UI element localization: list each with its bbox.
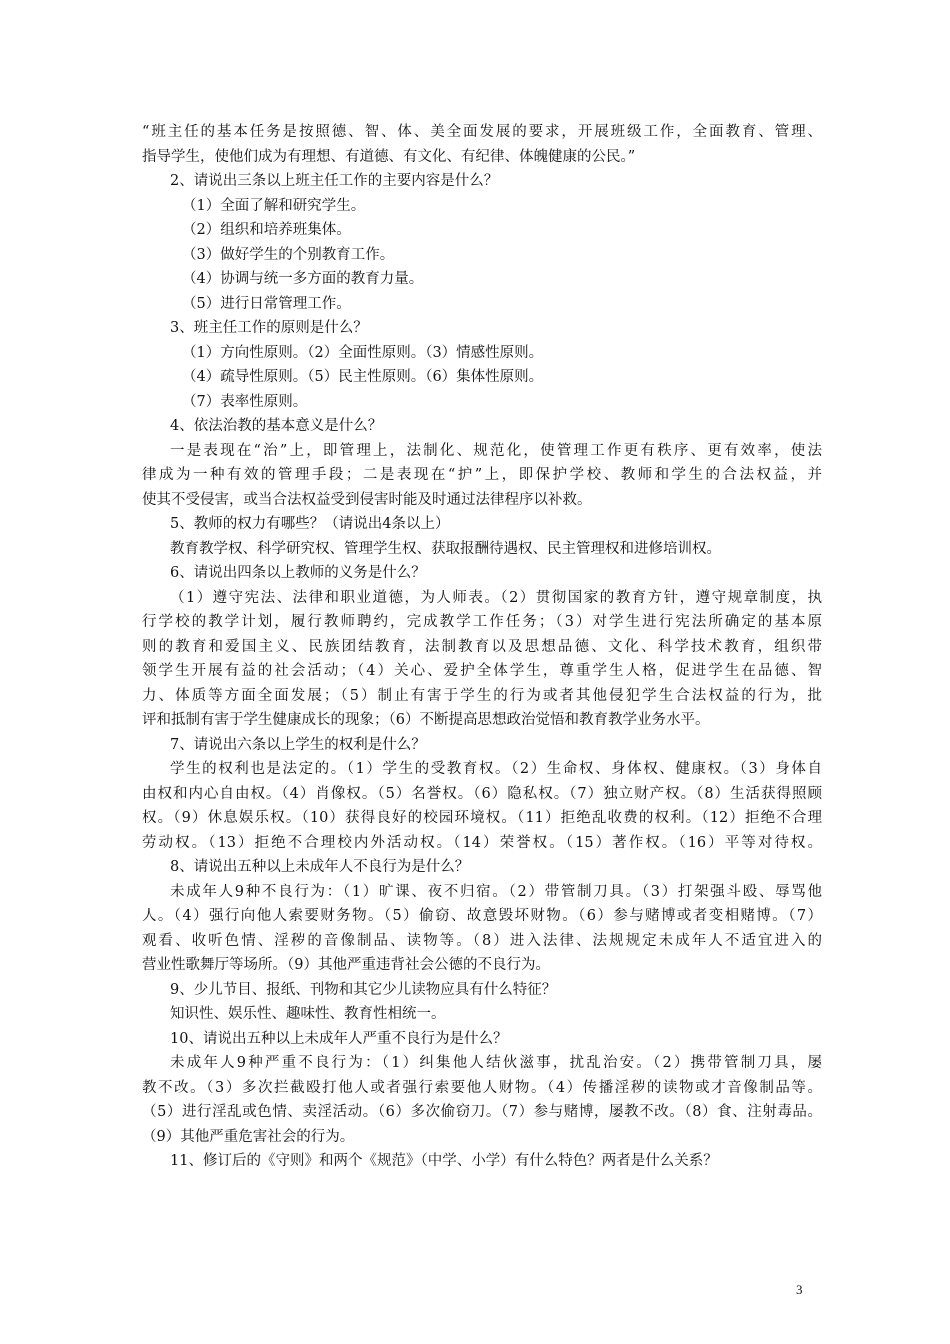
text-line: （3）做好学生的个别教育工作。 bbox=[182, 246, 395, 263]
text-line: （5）进行日常管理工作。 bbox=[182, 295, 351, 312]
text-line: 营业性歌舞厅等场所。（9）其他严重违背社会公德的不良行为。 bbox=[142, 957, 550, 973]
text-line: （1）全面了解和研究学生。 bbox=[182, 197, 366, 214]
text-line: （4）疏导性原则。（5）民主性原则。（6）集体性原则。 bbox=[182, 369, 544, 385]
text-line: 行学校的教学计划，履行教师聘约，完成教学工作任务；（3）对学生进行宪法所确定的基本原 bbox=[142, 614, 822, 630]
text-line: 11、修订后的《守则》和两个《规范》（中学、小学）有什么特色？两者是什么关系？ bbox=[170, 1153, 718, 1169]
text-line: 6、请说出四条以上教师的义务是什么？ bbox=[170, 565, 426, 581]
text-line: 教不改。（3）多次拦截殴打他人或者强行索要他人财物。（4）传播淫秽的读物或才音像制品等。 bbox=[142, 1079, 822, 1096]
text-line: 知识性、娱乐性、趣味性、教育性相统一。 bbox=[170, 1006, 446, 1022]
text-line: （4）协调与统一多方面的教育力量。 bbox=[182, 271, 424, 287]
text-line: 学生的权利也是法定的。（1）学生的受教育权。（2）生命权、身体权、健康权。（3）身体自 bbox=[170, 761, 822, 777]
text-line: 5、教师的权力有哪些？（请说出4条以上） bbox=[170, 516, 450, 532]
text-line: 使其不受侵害，或当合法权益受到侵害时能及时通过法律程序以补救。 bbox=[142, 491, 592, 508]
text-line: （1）遵守宪法、法律和职业道德，为人师表。（2）贯彻国家的教育方针，遵守规章制度，执 bbox=[170, 589, 822, 606]
text-line: 9、少儿节目、报纸、刊物和其它少儿读物应具有什么特征？ bbox=[170, 981, 557, 998]
text-line: 观看、收听色情、淫秽的音像制品、读物等。（8）进入法律、法规规定未成年人不适宜进入的 bbox=[142, 932, 822, 949]
text-line: （1）方向性原则。（2）全面性原则。（3）情感性原则。 bbox=[182, 344, 544, 361]
text-line: 3、班主任工作的原则是什么？ bbox=[170, 320, 368, 336]
text-line: 2、请说出三条以上班主任工作的主要内容是什么？ bbox=[170, 173, 499, 189]
text-line: 力、体质等方面全面发展；（5）制止有害于学生的行为或者其他侵犯学生合法权益的行为，批 bbox=[142, 687, 822, 704]
text-line: 教育教学权、科学研究权、管理学生权、获取报酬待遇权、民主管理权和进修培训权。 bbox=[170, 540, 721, 557]
text-line: 未成年人9种严重不良行为：（1）纠集他人结伙滋事，扰乱治安。（2）携带管制刀具，屡 bbox=[170, 1055, 822, 1071]
text-line: 7、请说出六条以上学生的权利是什么？ bbox=[170, 736, 426, 753]
text-line: 8、请说出五种以上未成年人不良行为是什么？ bbox=[170, 859, 470, 875]
page-number: 3 bbox=[796, 1282, 803, 1297]
text-line: （7）表率性原则。 bbox=[182, 393, 308, 410]
text-line: “班主任的基本任务是按照德、智、体、美全面发展的要求，开展班级工作，全面教育、管理、 bbox=[142, 124, 822, 140]
text-line: 权。（9）休息娱乐权。（10）获得良好的校园环境权。（11）拒绝乱收费的权利。（12）拒绝不合理 bbox=[142, 810, 822, 826]
text-line: 律成为一种有效的管理手段；二是表现在“护”上，即保护学校、教师和学生的合法权益，并 bbox=[142, 467, 822, 483]
text-line: 则的教育和爱国主义、民族团结教育，法制教育以及思想品德、文化、科学技术教育，组织带 bbox=[142, 638, 822, 655]
text-line: 4、依法治教的基本意义是什么？ bbox=[170, 418, 383, 434]
text-line: 一是表现在“治”上，即管理上，法制化、规范化，使管理工作更有秩序、更有效率，使法 bbox=[170, 442, 822, 459]
text-line: （5）进行淫乱或色情、卖淫活动。（6）多次偷窃刀。（7）参与赌博，屡教不改。（8）食、注射毒品。 bbox=[142, 1104, 822, 1120]
text-line: 人。（4）强行向他人索要财务物。（5）偷窃、故意毁坏财物。（6）参与赌博或者变相赌博。（7） bbox=[142, 908, 822, 924]
text-line: 10、请说出五种以上未成年人严重不良行为是什么？ bbox=[170, 1030, 508, 1047]
text-line: 劳动权。（13）拒绝不合理校内外活动权。（14）荣誉权。（15）著作权。（16）平等对待权。 bbox=[142, 834, 822, 851]
text-line: 评和抵制有害于学生健康成长的现象；（6）不断提高思想政治觉悟和教育教学业务水平。 bbox=[142, 712, 710, 728]
text-line: 由权和内心自由权。（4）肖像权。（5）名誉权。（6）隐私权。（7）独立财产权。（8）生活获得照顾 bbox=[142, 785, 822, 802]
document-body bbox=[142, 120, 822, 1174]
text-line: （9）其他严重危害社会的行为。 bbox=[142, 1128, 355, 1145]
text-line: （2）组织和培养班集体。 bbox=[182, 222, 351, 238]
text-line: 领学生开展有益的社会活动；（4）关心、爱护全体学生，尊重学生人格，促进学生在品德、智 bbox=[142, 663, 822, 679]
text-line: 指导学生，使他们成为有理想、有道德、有文化、有纪律、体魄健康的公民。” bbox=[142, 148, 636, 165]
text-line: 未成年人9种不良行为：（1）旷课、夜不归宿。（2）带管制刀具。（3）打架强斗殴、辱骂他 bbox=[170, 883, 822, 900]
